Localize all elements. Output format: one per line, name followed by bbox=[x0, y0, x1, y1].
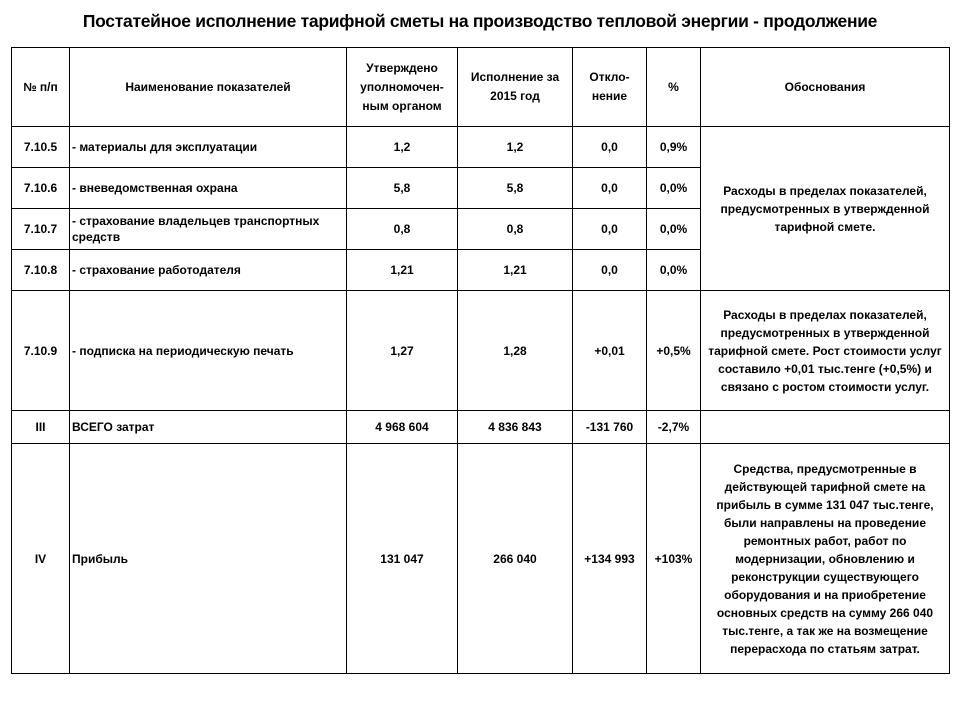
row-execution: 1,2 bbox=[458, 127, 573, 168]
row-execution: 1,28 bbox=[458, 291, 573, 411]
row-approved: 1,2 bbox=[347, 127, 458, 168]
row-deviation: -131 760 bbox=[573, 411, 647, 444]
table-row bbox=[12, 127, 950, 168]
basis-row5: Расходы в пределах показателей, предусмотренных в утвержденной тарифной смете. Рост стоимости услуг составило +0,01 тыс.тенге (+0,5%) и связано с ростом стоимости услуг. bbox=[701, 291, 950, 411]
row-execution: 1,21 bbox=[458, 250, 573, 291]
row-execution: 4 836 843 bbox=[458, 411, 573, 444]
row-percent: 0,0% bbox=[647, 209, 701, 250]
header-basis: Обоснования bbox=[701, 48, 950, 127]
row-name: - страхование работодателя bbox=[70, 250, 347, 291]
row-approved: 131 047 bbox=[347, 444, 458, 674]
header-name: Наименование показателей bbox=[70, 48, 347, 127]
header-row bbox=[12, 48, 950, 127]
header-approved: Утверждено уполномочен-ным органом bbox=[347, 48, 458, 127]
row-approved: 0,8 bbox=[347, 209, 458, 250]
basis-empty bbox=[701, 411, 950, 444]
row-name: - страхование владельцев транспортных средств bbox=[70, 209, 347, 250]
row-name: Прибыль bbox=[70, 444, 347, 674]
header-percent: % bbox=[647, 48, 701, 127]
row-deviation: +0,01 bbox=[573, 291, 647, 411]
row-execution: 0,8 bbox=[458, 209, 573, 250]
row-percent: 0,0% bbox=[647, 168, 701, 209]
row-execution: 266 040 bbox=[458, 444, 573, 674]
row-num: III bbox=[12, 411, 70, 444]
row-num: 7.10.8 bbox=[12, 250, 70, 291]
row-approved: 1,27 bbox=[347, 291, 458, 411]
row-percent: +0,5% bbox=[647, 291, 701, 411]
header-num: № п/п bbox=[12, 48, 70, 127]
row-name: - подписка на периодическую печать bbox=[70, 291, 347, 411]
row-num: IV bbox=[12, 444, 70, 674]
row-num: 7.10.5 bbox=[12, 127, 70, 168]
row-name: - вневедомственная охрана bbox=[70, 168, 347, 209]
header-execution: Исполнение за 2015 год bbox=[458, 48, 573, 127]
row-percent: 0,9% bbox=[647, 127, 701, 168]
row-deviation: 0,0 bbox=[573, 127, 647, 168]
row-deviation: 0,0 bbox=[573, 250, 647, 291]
basis-group1: Расходы в пределах показателей, предусмотренных в утвержденной тарифной смете. bbox=[701, 127, 950, 291]
row-approved: 1,21 bbox=[347, 250, 458, 291]
header-deviation: Откло-нение bbox=[573, 48, 647, 127]
row-name: ВСЕГО затрат bbox=[70, 411, 347, 444]
page-title: Постатейное исполнение тарифной сметы на производство тепловой энергии - продолжение bbox=[82, 11, 878, 31]
row-percent: -2,7% bbox=[647, 411, 701, 444]
tariff-table bbox=[11, 47, 950, 674]
row-approved: 5,8 bbox=[347, 168, 458, 209]
row-num: 7.10.7 bbox=[12, 209, 70, 250]
row-deviation: +134 993 bbox=[573, 444, 647, 674]
basis-row7: Средства, предусмотренные в действующей тарифной смете на прибыль в сумме 131 047 тыс.тенге, были направлены на проведение ремонтных работ, работ по модернизации, обновлению и реконструкции существующего оборудования и на приобретение основных средств на сумму 266 040 тыс.тенге, а так же на возмещение перерасхода по статьям затрат. bbox=[701, 444, 950, 674]
row-execution: 5,8 bbox=[458, 168, 573, 209]
table-row bbox=[12, 411, 950, 444]
row-deviation: 0,0 bbox=[573, 209, 647, 250]
row-deviation: 0,0 bbox=[573, 168, 647, 209]
row-num: 7.10.9 bbox=[12, 291, 70, 411]
row-percent: +103% bbox=[647, 444, 701, 674]
row-percent: 0,0% bbox=[647, 250, 701, 291]
table-row bbox=[12, 291, 950, 411]
row-num: 7.10.6 bbox=[12, 168, 70, 209]
table-row bbox=[12, 444, 950, 674]
row-approved: 4 968 604 bbox=[347, 411, 458, 444]
row-name: - материалы для эксплуатации bbox=[70, 127, 347, 168]
